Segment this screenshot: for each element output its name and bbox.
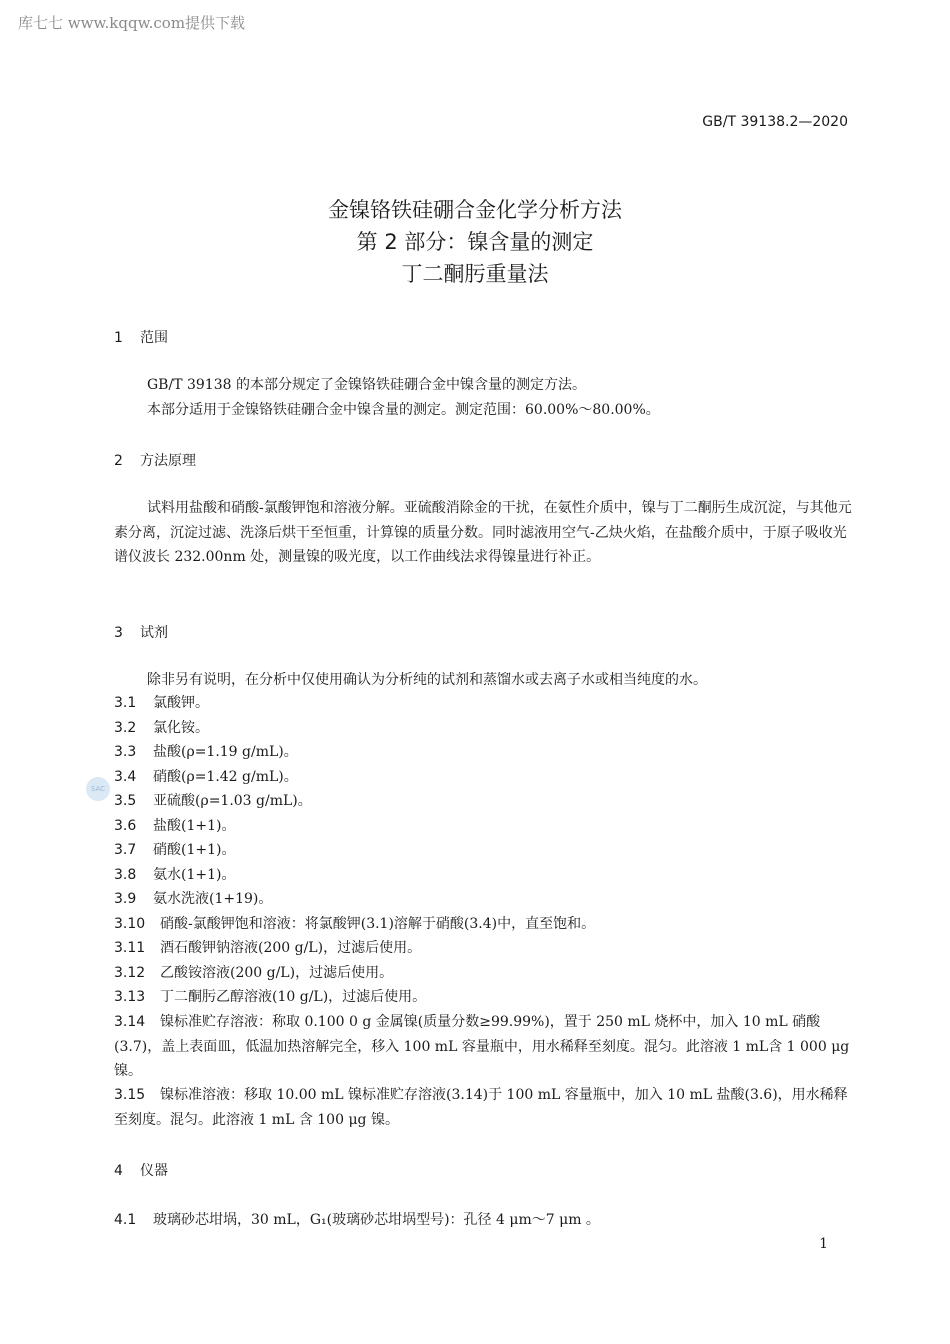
reagent-item: 3.15 镍标准溶液：移取 10.00 mL 镍标准贮存溶液(3.14)于 100 mL 容量瓶中，加入 10 mL 盐酸(3.6)，用水稀释至刻度。混匀。此溶液 1 mL 含 100 μg 镍。 [114, 1087, 848, 1128]
apparatus-item: 4.1 玻璃砂芯坩埚，30 mL，G₁(玻璃砂芯坩埚型号)：孔径 4 μm～7 μm 。 [114, 1212, 600, 1228]
reagents-intro: 除非另有说明，在分析中仅使用确认为分析纯的试剂和蒸馏水或去离子水或相当纯度的水。 [147, 672, 707, 688]
reagent-item: 3.2 氯化铵。 [114, 720, 209, 736]
reagent-item: 3.12 乙酸铵溶液(200 g/L)，过滤后使用。 [114, 965, 394, 981]
reagent-item: 3.14 镍标准贮存溶液：称取 0.100 0 g 金属镍(质量分数≥99.99%)，置于 250 mL 烧杯中，加入 10 mL 硝酸(3.7)，盖上表面皿，低温加热溶解完全，移入 100 mL 容量瓶中，用水稀释至刻度。混匀。此溶液 1 mL含 1 000 μg 镍。 [114, 1014, 850, 1079]
reagent-item: 3.3 盐酸(ρ=1.19 g/mL)。 [114, 744, 298, 760]
section-title: 仪器 [140, 1163, 168, 1179]
reagent-item: 3.9 氨水洗液(1+19)。 [114, 891, 273, 907]
section-title: 范围 [140, 330, 168, 346]
section-title: 试剂 [140, 625, 168, 641]
title-line-2: 第 2 部分：镍含量的测定 [356, 230, 594, 254]
reagent-item: 3.5 亚硫酸(ρ=1.03 g/mL)。 [114, 793, 312, 809]
reagent-item: 3.10 硝酸-氯酸钾饱和溶液：将氯酸钾(3.1)溶解于硝酸(3.4)中，直至饱和。 [114, 916, 596, 932]
section-number: 1 [114, 330, 123, 346]
reagent-item: 3.4 硝酸(ρ=1.42 g/mL)。 [114, 769, 298, 785]
scope-paragraph-1: GB/T 39138 的本部分规定了金镍铬铁硅硼合金中镍含量的测定方法。 [147, 377, 586, 393]
reagent-item: 3.1 氯酸钾。 [114, 695, 209, 711]
title-line-3: 丁二酮肟重量法 [401, 262, 549, 286]
reagent-item: 3.8 氨水(1+1)。 [114, 867, 236, 883]
reagent-item: 3.13 丁二酮肟乙醇溶液(10 g/L)，过滤后使用。 [114, 989, 427, 1005]
section-heading-reagents [114, 622, 168, 642]
section-heading-scope [114, 327, 168, 347]
scope-paragraph-2: 本部分适用于金镍铬铁硅硼合金中镍含量的测定。测定范围：60.00%～80.00%。 [147, 402, 660, 418]
section-number: 3 [114, 625, 123, 641]
section-title: 方法原理 [140, 453, 196, 469]
faint-stamp-logo: SAC [86, 777, 110, 801]
page-number: 1 [819, 1236, 828, 1252]
principle-paragraph: 试料用盐酸和硝酸-氯酸钾饱和溶液分解。亚硫酸消除金的干扰，在氨性介质中，镍与丁二酮肟生成沉淀，与其他元素分离，沉淀过滤、洗涤后烘干至恒重，计算镍的质量分数。同时滤液用空气-乙炔火焰，在盐酸介质中，于原子吸收光谱仪波长 232.00nm 处，测量镍的吸光度，以工作曲线法求得镍量进行补正。 [114, 500, 852, 565]
title-line-1: 金镍铬铁硅硼合金化学分析方法 [328, 198, 622, 222]
standard-number: GB/T 39138.2—2020 [702, 114, 848, 130]
section-heading-principle [114, 450, 196, 470]
watermark-text: 库七七 www.kqqw.com提供下载 [18, 14, 246, 32]
reagent-item: 3.6 盐酸(1+1)。 [114, 818, 236, 834]
section-heading-apparatus [114, 1160, 168, 1180]
reagent-item: 3.7 硝酸(1+1)。 [114, 842, 236, 858]
section-number: 2 [114, 453, 123, 469]
section-number: 4 [114, 1163, 123, 1179]
reagent-item: 3.11 酒石酸钾钠溶液(200 g/L)，过滤后使用。 [114, 940, 422, 956]
